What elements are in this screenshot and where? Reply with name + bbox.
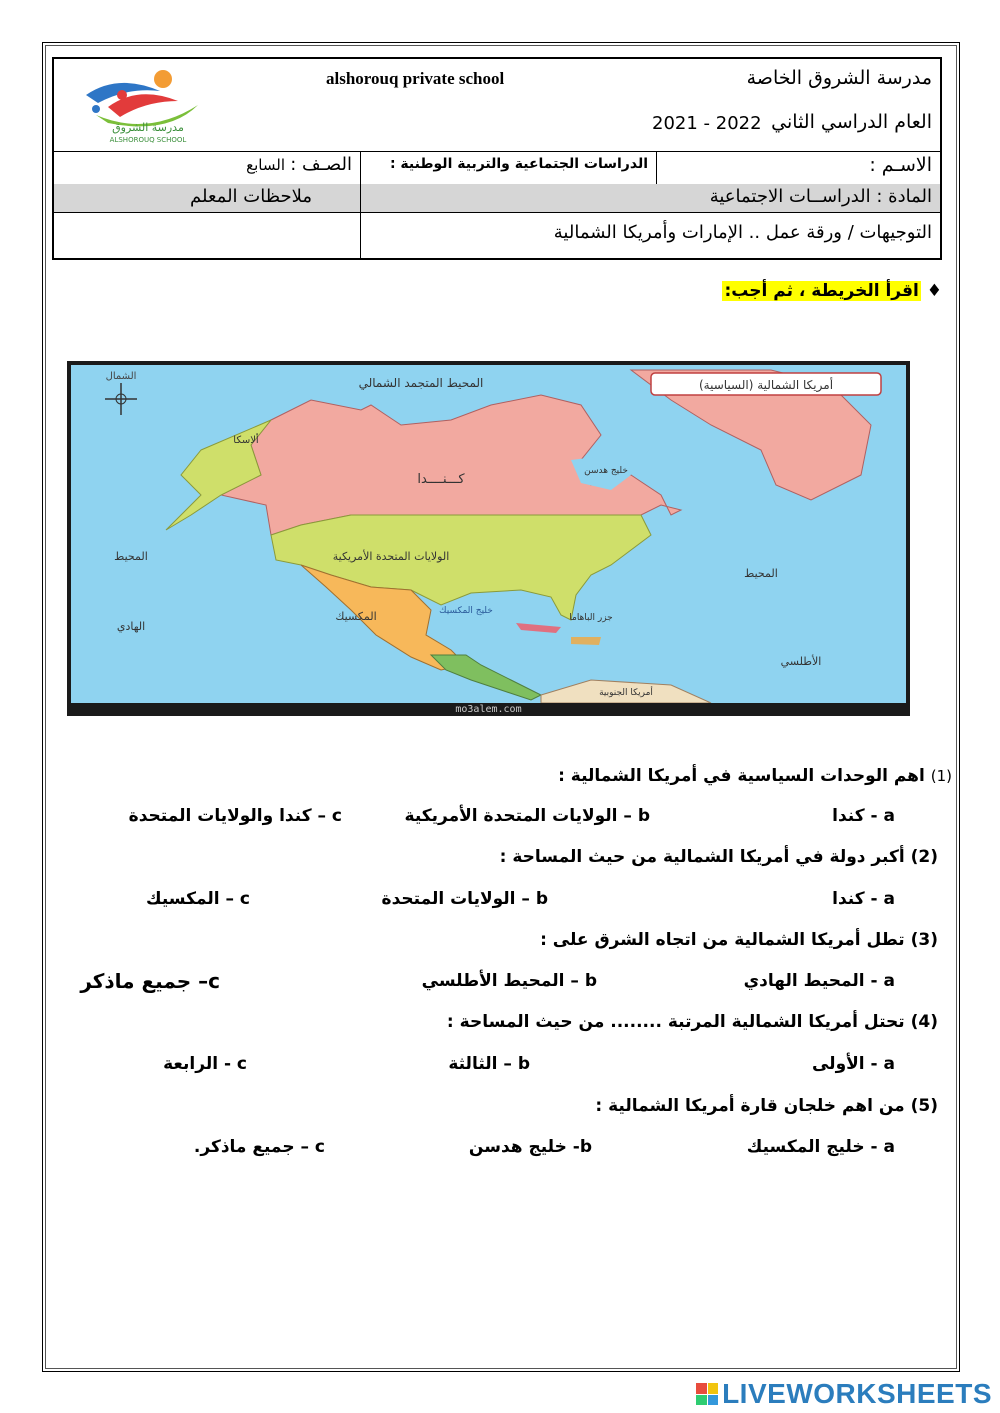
question-4-text: تحتل أمريكا الشمالية المرتبة ........ من حيث المساحة : bbox=[446, 1012, 905, 1032]
question-4-number: (4) bbox=[910, 1012, 938, 1032]
south-america-label: أمريكا الجنوبية bbox=[599, 688, 653, 698]
pacific-label-1: المحيط bbox=[114, 550, 148, 563]
liveworksheets-wordmark: LIVEWORKSHEETS bbox=[722, 1378, 992, 1409]
q3-option-c[interactable]: c– جميع ماذكر bbox=[80, 969, 220, 993]
usa-label: الولايات المتحدة الأمريكية bbox=[332, 550, 450, 563]
academic-year-value: 2021 - 2022 bbox=[652, 113, 762, 134]
header-table bbox=[52, 57, 942, 260]
school-name-en: alshorouq private school bbox=[326, 69, 505, 88]
q2-option-b[interactable]: b – الولايات المتحدة bbox=[381, 889, 548, 909]
subject-label: المادة : الدراســات الاجتماعية bbox=[709, 186, 932, 207]
atlantic-label-1: المحيط bbox=[744, 567, 778, 580]
logo-text-en: ALSHOROUQ SCHOOL bbox=[109, 136, 187, 144]
instruction-text: اقرأ الخريطة ، ثم أجب: bbox=[724, 281, 919, 301]
subject-line: الدراسات الجتماعية والتربية الوطنية : bbox=[389, 156, 648, 172]
question-4 bbox=[447, 1012, 938, 1032]
academic-year-label: العام الدراسي الثاني bbox=[771, 111, 932, 133]
teacher-notes-box[interactable] bbox=[54, 212, 360, 258]
q3-option-a[interactable]: a - المحيط الهادي bbox=[743, 971, 895, 991]
q2-option-a[interactable]: a - كندا bbox=[832, 889, 895, 909]
school-logo bbox=[68, 65, 218, 145]
question-2 bbox=[500, 847, 938, 867]
logo-text-ar: مدرسة الشروق bbox=[112, 121, 184, 134]
q1-option-b[interactable]: b – الولايات المتحدة الأمريكية bbox=[404, 806, 650, 826]
q4-option-b[interactable]: b – الثالثة bbox=[448, 1054, 530, 1074]
map-title: أمريكا الشمالية (السياسية) bbox=[698, 378, 834, 392]
north-label: الشمال bbox=[105, 371, 137, 382]
header-row-directions bbox=[54, 212, 940, 258]
q5-option-c[interactable]: c – جميع ماذكر. bbox=[193, 1137, 325, 1157]
pacific-label-2: الهادي bbox=[116, 620, 146, 633]
north-america-map bbox=[67, 361, 910, 716]
liveworksheets-brand[interactable] bbox=[696, 1378, 992, 1410]
map-watermark: mo3alem.com bbox=[455, 704, 522, 715]
liveworksheets-logo-icon bbox=[696, 1383, 718, 1405]
question-3 bbox=[540, 930, 938, 950]
header-row-subject bbox=[54, 184, 940, 213]
question-2-number: (2) bbox=[910, 847, 938, 867]
question-1-text: اهم الوحدات السياسية في أمريكا الشمالية : bbox=[558, 766, 925, 786]
alaska-label: ألاسكا bbox=[233, 435, 259, 446]
q5-option-b[interactable]: b- خليج هدسن bbox=[468, 1137, 592, 1157]
q5-option-a[interactable]: a - خليج المكسيك bbox=[746, 1137, 895, 1157]
gulf-mexico-label: خليج المكسيك bbox=[439, 606, 493, 616]
header-row-name bbox=[54, 151, 940, 185]
q2-option-c[interactable]: c – المكسيك bbox=[146, 889, 250, 909]
hudson-label: خليج هدسن bbox=[584, 466, 628, 476]
instruction bbox=[722, 281, 942, 301]
question-5-text: من اهم خلجان قارة أمريكا الشمالية : bbox=[595, 1096, 905, 1116]
question-5 bbox=[595, 1096, 938, 1116]
grade-value: السابع bbox=[246, 156, 285, 174]
question-2-text: أكبر دولة في أمريكا الشمالية من حيث المساحة : bbox=[499, 847, 905, 867]
q3-option-b[interactable]: b – المحيط الأطلسي bbox=[421, 971, 597, 991]
header-row-school bbox=[54, 59, 940, 152]
hispaniola bbox=[571, 637, 601, 645]
mexico-label: المكسيك bbox=[335, 610, 377, 623]
q1-option-a[interactable]: a - كندا bbox=[832, 806, 895, 826]
grade-label: الصـف : bbox=[290, 154, 352, 175]
bahamas-label: جزر الباهاما bbox=[569, 613, 613, 623]
teacher-notes-label: ملاحظات المعلم bbox=[190, 186, 312, 207]
q4-option-c[interactable]: c - الرابعة bbox=[163, 1054, 247, 1074]
arctic-label: المحيط المتجمد الشمالي bbox=[358, 376, 484, 390]
question-1 bbox=[558, 766, 952, 786]
school-name-ar: مدرسة الشروق الخاصة bbox=[746, 67, 932, 89]
question-3-text: تطل أمريكا الشمالية من اتجاه الشرق على : bbox=[540, 930, 905, 950]
question-5-number: (5) bbox=[910, 1096, 938, 1116]
question-1-number: (1) bbox=[930, 767, 952, 785]
question-3-number: (3) bbox=[910, 930, 938, 950]
q1-option-c[interactable]: c – كندا والولايات المتحدة bbox=[128, 806, 342, 826]
q4-option-a[interactable]: a - الأولى bbox=[811, 1054, 895, 1074]
map-image bbox=[71, 365, 906, 703]
bullet-icon: ♦ bbox=[926, 281, 942, 301]
name-label: الاسـم : bbox=[869, 154, 932, 176]
canada-label: كـــنــــدا bbox=[417, 472, 465, 487]
atlantic-label-2: الأطلسي bbox=[780, 655, 822, 668]
directions-text: التوجيهات / ورقة عمل .. الإمارات وأمريكا الشمالية bbox=[553, 222, 932, 243]
